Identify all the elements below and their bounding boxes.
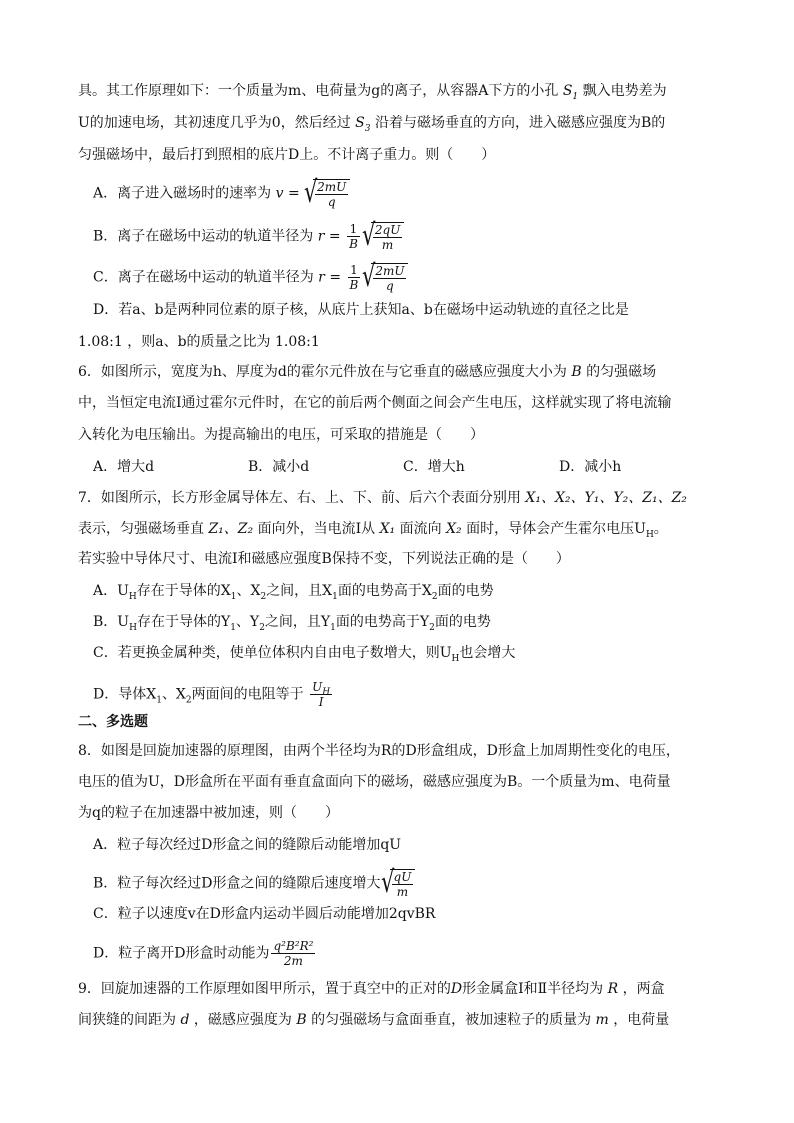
q7-option-d[interactable]: D．导体$X_1$、$X_2$两面间的电阻等于 $\frac{U_H}{I}$ <box>93 680 331 709</box>
q6-options <box>93 457 716 477</box>
q5-stem-line1: 具。其工作原理如下：一个质量为m、电荷量为g的离子，从容器A下方的小孔 $S_1$ 飘入电势差为 <box>78 83 667 102</box>
q6-stem-line3: 入转化为电压输出。为提高输出的电压，可采取的措施是（ ） <box>78 427 484 443</box>
q7-option-b[interactable]: B．$U_H$存在于导体的$Y_1$、$Y_2$之间，且$Y_1$面的电势高于$Y_2$面的电势 <box>93 614 491 633</box>
sqrt-expression: √ $\frac{2mU}{q}$ <box>304 178 350 209</box>
q7-option-a[interactable]: A．$U_H$存在于导体的$X_1$、$X_2$之间，且$X_1$面的电势高于$X_2$面的电势 <box>93 583 494 602</box>
q7-option-c[interactable]: C．若更换金属种类，使单位体积内自由电子数增大，则$U_H$也会增大 <box>93 645 516 664</box>
fraction: $\frac{1}{B}$ <box>349 222 358 251</box>
q7-stem-line2: 表示，匀强磁场垂直 Z₁、Z₂ 面向外，当电流I从 X₁ 面流向 X₂ 面时，导体会产生霍尔电压$U_H$。 <box>78 521 668 540</box>
q5-option-d-line2: 1.08:1 ，则a、b的质量之比为 1.08:1 <box>78 334 320 350</box>
q6-stem-line2: 中，当恒定电流I通过霍尔元件时，在它的前后两个侧面之间会产生电压，这样就实现了将电流输 <box>78 395 672 411</box>
q6-option-d[interactable]: D．减小h <box>559 459 622 475</box>
q7-stem-line3: 若实验中导体尺寸、电流I和磁感应强度B保持不变，下列说法正确的是（ ） <box>78 551 570 567</box>
q8-option-d[interactable]: D．粒子离开D形盒时动能为 $\frac{\text{q²B²R²}}{2m}$ <box>93 939 314 968</box>
fraction: $\frac{\text{q²B²R²}}{2m}$ <box>273 939 314 968</box>
q6-option-a[interactable]: A．增大d <box>93 459 155 475</box>
q5-option-d-line1[interactable]: D．若a、b是两种同位素的原子核，从底片上获知a、b在磁场中运动轨迹的直径之比是 <box>93 302 629 318</box>
sqrt-expression: √ $\frac{qU}{m}$ <box>381 868 416 899</box>
q6-stem-line1: 6．如图所示，宽度为h、厚度为d的霍尔元件放在与它垂直的磁感应强度大小为 B 的匀强磁场 <box>78 364 657 380</box>
q7-stem-line1: 7．如图所示，长方形金属导体左、右、上、下、前、后六个表面分别用 X₁、X₂、Y₁、Y₂、Z₁、Z₂ <box>78 490 687 506</box>
q5-option-c[interactable]: C．离子在磁场中运动的轨道半径为 r = $\frac{1}{B}$ √ $\frac{2mU}{q}$ <box>93 262 716 293</box>
sqrt-expression: √ $\frac{2mU}{q}$ <box>362 262 408 293</box>
fraction: $\frac{U_H}{I}$ <box>312 680 331 709</box>
q6-option-c[interactable]: C．增大h <box>403 459 465 475</box>
s3-symbol: $S_3$ <box>355 115 371 134</box>
q5-stem-line3: 匀强磁场中，最后打到照相的底片D上。不计离子重力。则（ ） <box>78 147 496 163</box>
q9-stem-line1: 9．回旋加速器的工作原理如图甲所示，置于真空中的正对的D形金属盒Ⅰ和Ⅱ半径均为 R ，两盒 <box>78 981 665 997</box>
q6-option-b[interactable]: B．减小d <box>248 459 310 475</box>
section-title: 二、多选题 <box>78 714 148 730</box>
q8-option-a[interactable]: A．粒子每次经过D形盒之间的缝隙后动能增加qU <box>93 837 402 853</box>
q8-option-b[interactable]: B．粒子每次经过D形盒之间的缝隙后速度增大 √ $\frac{qU}{m}$ <box>93 868 716 899</box>
q8-stem-line2: 电压的值为U，D形盒所在平面有垂直盒面向下的磁场，磁感应强度为B。一个质量为m、电荷量 <box>78 774 671 790</box>
q8-option-c[interactable]: C．粒子以速度v在D形盒内运动半圆后动能增加2qvBR <box>93 906 436 922</box>
sqrt-expression: √ $\frac{2qU}{m}$ <box>362 221 404 252</box>
q8-stem-line3: 为q的粒子在加速器中被加速，则（ ） <box>78 805 339 821</box>
q9-stem-line2: 间狭缝的间距为 d ，磁感应强度为 B 的匀强磁场与盒面垂直，被加速粒子的质量为 m ，电荷量 <box>78 1012 670 1028</box>
q5-option-b[interactable]: B．离子在磁场中运动的轨道半径为 r = $\frac{1}{B}$ √ $\frac{2qU}{m}$ <box>93 221 716 252</box>
s1-symbol: $S_1$ <box>562 83 579 102</box>
q5-option-a[interactable]: A．离子进入磁场时的速率为 v = √ $\frac{2mU}{q}$ <box>93 178 716 209</box>
fraction: $\frac{1}{B}$ <box>349 263 359 292</box>
q8-stem-line1: 8．如图是回旋加速器的原理图，由两个半径均为R的D形盒组成，D形盒上加周期性变化的电压， <box>78 743 680 759</box>
q5-stem-line2: U的加速电场，其初速度几乎为0，然后经过 $S_3$ 沿着与磁场垂直的方向，进入磁感应强度为B的 <box>78 115 666 134</box>
